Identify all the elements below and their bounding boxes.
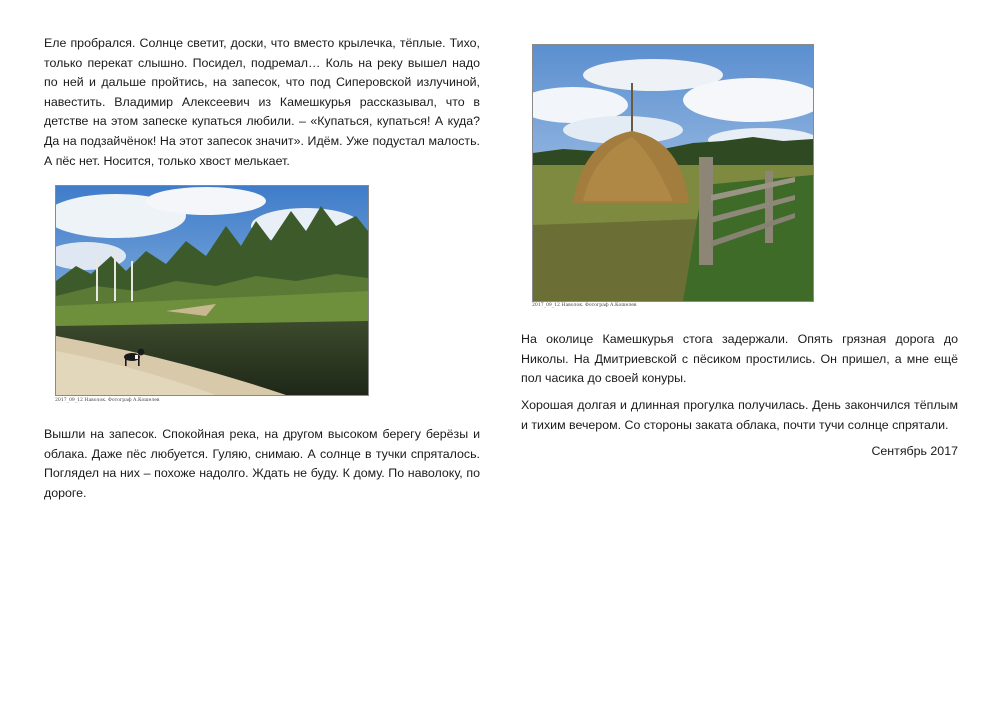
river-sandbank-photo — [55, 185, 369, 396]
haystack-photo — [532, 44, 814, 302]
photo-caption: 2017_09_12 Наволок. Фотограф А.Кошелев — [55, 398, 160, 403]
date-signature: Сентябрь 2017 — [871, 444, 958, 458]
paragraph-intro: Еле пробрался. Солнце светит, доски, что вместо крылечка, тёплые. Тихо, только перекат слышно. Посидел, подремал… Коль на реку вышел надо по ней и дальше пройтись, на запесок, что под Сиперовской излучиной, навестить. Владимир Алексеевич из Камешкурья рассказывал, что в детстве на этом запеске купаться любили. – «Купаться, купаться! А куда? Да на подзайчёнок! На этот запесок значит». Идём. Уже подустал малость. А пёс нет. Носится, только хвост мелькает. — [44, 36, 480, 168]
photo-caption: 2017_09_12 Наволок. Фотограф А.Кошелев — [532, 303, 637, 308]
paragraph-sandbank: Вышли на запесок. Спокойная река, на другом высоком берегу берёзы и облака. Даже пёс любуется. Гуляю, снимаю. А солнце в тучки спряталось. Поглядел на них – похоже надолго. Ждать не буду. К дому. По наволоку, по дороге. — [44, 427, 480, 500]
paragraph-outskirts: На околице Камешкурья стога задержали. Опять грязная дорога до Николы. На Дмитриевской с пёсиком простились. Он пришел, а мне ещё пол часика до своей конуры. — [521, 332, 958, 386]
paragraph-conclusion: Хорошая долгая и длинная прогулка получилась. День закончился тёплым и тихим вечером. Со стороны заката облака, почти тучи солнце спрятали. — [521, 398, 958, 432]
